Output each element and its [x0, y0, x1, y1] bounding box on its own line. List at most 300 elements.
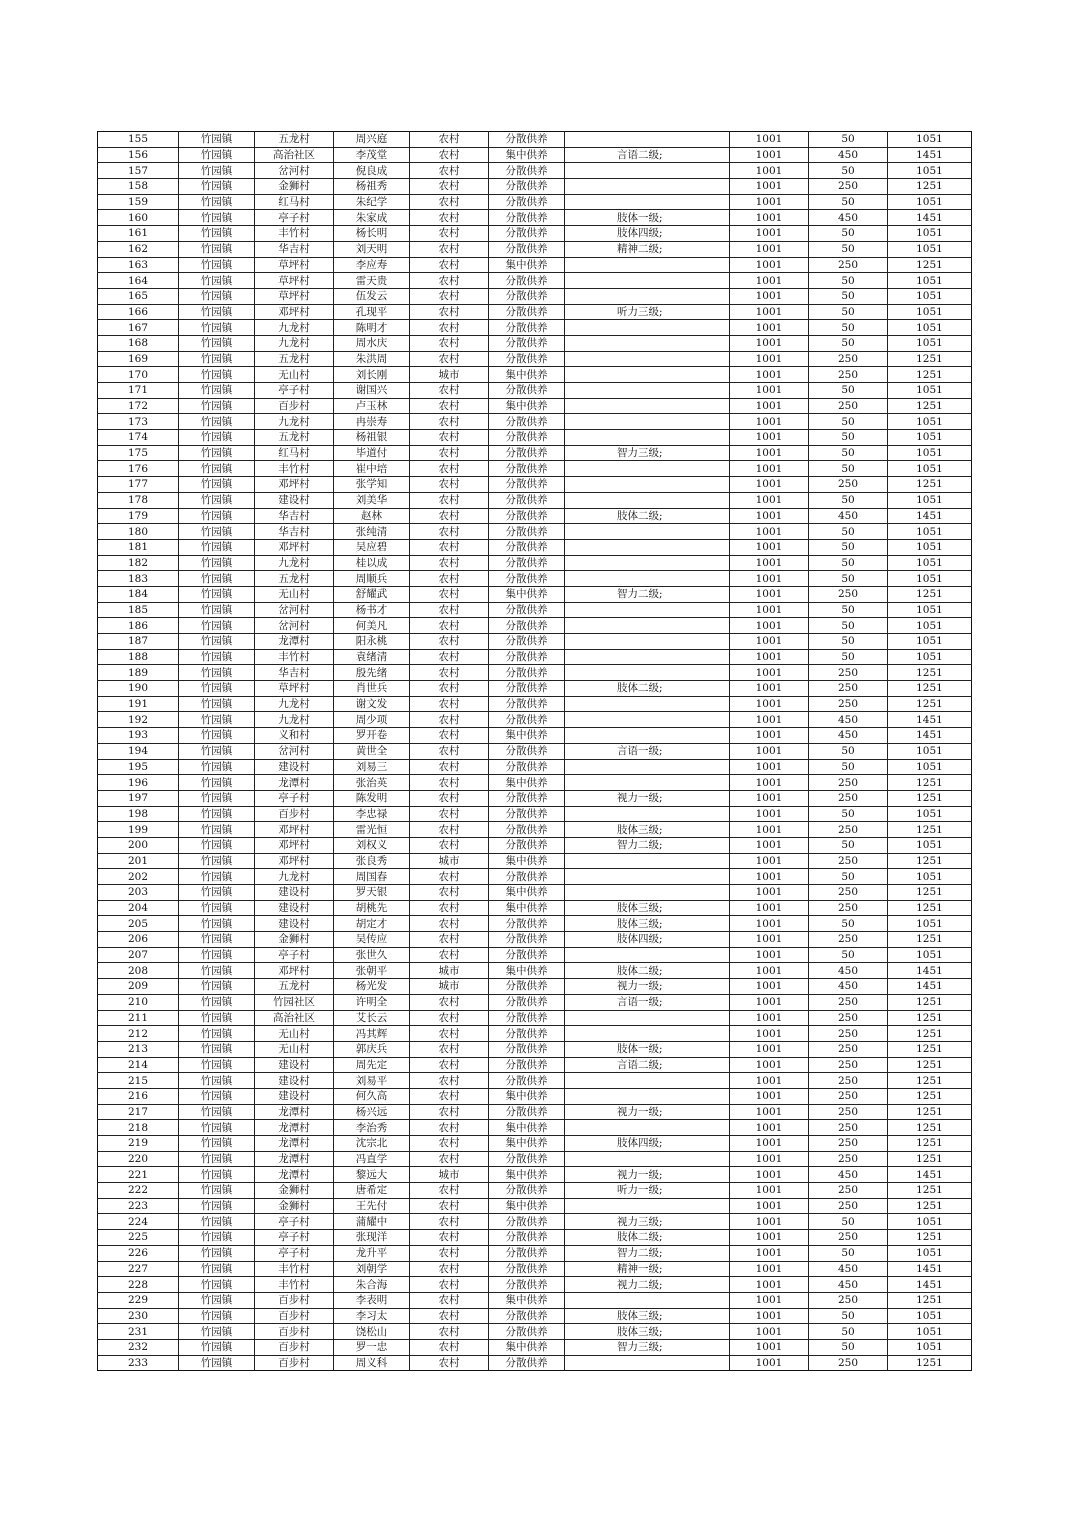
base-amount-cell: 1001: [730, 539, 809, 555]
table-row: [98, 257, 972, 273]
base-amount-cell: 1001: [730, 1261, 809, 1277]
row-number-cell: 167: [98, 320, 179, 336]
base-amount-cell: 1001: [730, 147, 809, 163]
extra-amount-cell: 50: [809, 335, 888, 351]
row-number-cell: 201: [98, 853, 179, 869]
name-cell: 周顺兵: [334, 571, 410, 587]
support-type-cell: 分散供养: [489, 1261, 565, 1277]
disability-note-cell: [565, 869, 730, 885]
base-amount-cell: 1001: [730, 257, 809, 273]
support-type-cell: 分散供养: [489, 226, 565, 242]
town-cell: 竹园镇: [179, 775, 255, 791]
extra-amount-cell: 50: [809, 273, 888, 289]
row-number-cell: 231: [98, 1324, 179, 1340]
area-type-cell: 农村: [410, 304, 489, 320]
name-cell: 李治秀: [334, 1120, 410, 1136]
support-type-cell: 分散供养: [489, 179, 565, 195]
disability-note-cell: 视力一级;: [565, 1167, 730, 1183]
extra-amount-cell: 50: [809, 132, 888, 148]
extra-amount-cell: 50: [809, 649, 888, 665]
row-number-cell: 196: [98, 775, 179, 791]
area-type-cell: 农村: [410, 1324, 489, 1340]
town-cell: 竹园镇: [179, 1230, 255, 1246]
base-amount-cell: 1001: [730, 1277, 809, 1293]
disability-note-cell: [565, 885, 730, 901]
support-type-cell: 集中供养: [489, 885, 565, 901]
total-amount-cell: 1451: [888, 979, 972, 995]
row-number-cell: 173: [98, 414, 179, 430]
village-cell: 龙潭村: [255, 1120, 334, 1136]
town-cell: 竹园镇: [179, 1277, 255, 1293]
support-type-cell: 分散供养: [489, 1183, 565, 1199]
town-cell: 竹园镇: [179, 210, 255, 226]
name-cell: 毕道付: [334, 445, 410, 461]
support-type-cell: 分散供养: [489, 1010, 565, 1026]
total-amount-cell: 1251: [888, 586, 972, 602]
name-cell: 王先付: [334, 1198, 410, 1214]
name-cell: 李茂堂: [334, 147, 410, 163]
table-row: [98, 963, 972, 979]
total-amount-cell: 1051: [888, 947, 972, 963]
base-amount-cell: 1001: [730, 806, 809, 822]
name-cell: 朱合海: [334, 1277, 410, 1293]
total-amount-cell: 1051: [888, 132, 972, 148]
name-cell: 雷光恒: [334, 822, 410, 838]
town-cell: 竹园镇: [179, 288, 255, 304]
extra-amount-cell: 250: [809, 477, 888, 493]
table-row: [98, 728, 972, 744]
base-amount-cell: 1001: [730, 1292, 809, 1308]
area-type-cell: 农村: [410, 430, 489, 446]
area-type-cell: 农村: [410, 492, 489, 508]
row-number-cell: 209: [98, 979, 179, 995]
row-number-cell: 164: [98, 273, 179, 289]
town-cell: 竹园镇: [179, 963, 255, 979]
total-amount-cell: 1251: [888, 885, 972, 901]
base-amount-cell: 1001: [730, 555, 809, 571]
area-type-cell: 农村: [410, 163, 489, 179]
extra-amount-cell: 250: [809, 1041, 888, 1057]
total-amount-cell: 1051: [888, 461, 972, 477]
base-amount-cell: 1001: [730, 1245, 809, 1261]
base-amount-cell: 1001: [730, 1198, 809, 1214]
area-type-cell: 农村: [410, 1120, 489, 1136]
extra-amount-cell: 250: [809, 853, 888, 869]
area-type-cell: 农村: [410, 1088, 489, 1104]
town-cell: 竹园镇: [179, 194, 255, 210]
village-cell: 草坪村: [255, 288, 334, 304]
support-type-cell: 集中供养: [489, 1339, 565, 1355]
name-cell: 唐希定: [334, 1183, 410, 1199]
disability-note-cell: 言语二级;: [565, 1057, 730, 1073]
town-cell: 竹园镇: [179, 508, 255, 524]
disability-note-cell: [565, 367, 730, 383]
support-type-cell: 集中供养: [489, 1167, 565, 1183]
row-number-cell: 192: [98, 712, 179, 728]
row-number-cell: 228: [98, 1277, 179, 1293]
village-cell: 建设村: [255, 1088, 334, 1104]
table-row: [98, 1245, 972, 1261]
total-amount-cell: 1051: [888, 743, 972, 759]
town-cell: 竹园镇: [179, 1355, 255, 1371]
town-cell: 竹园镇: [179, 885, 255, 901]
base-amount-cell: 1001: [730, 1104, 809, 1120]
row-number-cell: 179: [98, 508, 179, 524]
village-cell: 丰竹村: [255, 1261, 334, 1277]
name-cell: 谢文发: [334, 696, 410, 712]
area-type-cell: 农村: [410, 1073, 489, 1089]
support-type-cell: 集中供养: [489, 900, 565, 916]
village-cell: 草坪村: [255, 273, 334, 289]
village-cell: 建设村: [255, 1057, 334, 1073]
disability-note-cell: [565, 1088, 730, 1104]
town-cell: 竹园镇: [179, 163, 255, 179]
support-type-cell: 分散供养: [489, 1104, 565, 1120]
extra-amount-cell: 250: [809, 1292, 888, 1308]
area-type-cell: 农村: [410, 837, 489, 853]
extra-amount-cell: 250: [809, 790, 888, 806]
total-amount-cell: 1051: [888, 806, 972, 822]
area-type-cell: 城市: [410, 963, 489, 979]
extra-amount-cell: 50: [809, 492, 888, 508]
row-number-cell: 161: [98, 226, 179, 242]
area-type-cell: 农村: [410, 320, 489, 336]
extra-amount-cell: 450: [809, 712, 888, 728]
extra-amount-cell: 250: [809, 398, 888, 414]
town-cell: 竹园镇: [179, 790, 255, 806]
table-row: [98, 132, 972, 148]
village-cell: 草坪村: [255, 681, 334, 697]
extra-amount-cell: 50: [809, 634, 888, 650]
table-row: [98, 1026, 972, 1042]
disability-note-cell: 智力二级;: [565, 1245, 730, 1261]
town-cell: 竹园镇: [179, 1041, 255, 1057]
name-cell: 刘美华: [334, 492, 410, 508]
disability-note-cell: [565, 696, 730, 712]
name-cell: 吴应碧: [334, 539, 410, 555]
area-type-cell: 农村: [410, 1136, 489, 1152]
town-cell: 竹园镇: [179, 1104, 255, 1120]
town-cell: 竹园镇: [179, 430, 255, 446]
table-row: [98, 210, 972, 226]
disability-note-cell: 智力三级;: [565, 1339, 730, 1355]
town-cell: 竹园镇: [179, 1339, 255, 1355]
row-number-cell: 189: [98, 665, 179, 681]
support-type-cell: 分散供养: [489, 1057, 565, 1073]
base-amount-cell: 1001: [730, 132, 809, 148]
total-amount-cell: 1051: [888, 524, 972, 540]
extra-amount-cell: 250: [809, 775, 888, 791]
disability-note-cell: 视力三级;: [565, 1214, 730, 1230]
extra-amount-cell: 450: [809, 147, 888, 163]
village-cell: 邓坪村: [255, 477, 334, 493]
row-number-cell: 159: [98, 194, 179, 210]
area-type-cell: 农村: [410, 1277, 489, 1293]
extra-amount-cell: 450: [809, 728, 888, 744]
area-type-cell: 农村: [410, 132, 489, 148]
area-type-cell: 农村: [410, 916, 489, 932]
base-amount-cell: 1001: [730, 743, 809, 759]
table-row: [98, 273, 972, 289]
support-type-cell: 分散供养: [489, 979, 565, 995]
area-type-cell: 城市: [410, 367, 489, 383]
name-cell: 朱洪周: [334, 351, 410, 367]
town-cell: 竹园镇: [179, 618, 255, 634]
total-amount-cell: 1251: [888, 367, 972, 383]
row-number-cell: 230: [98, 1308, 179, 1324]
support-type-cell: 分散供养: [489, 430, 565, 446]
town-cell: 竹园镇: [179, 383, 255, 399]
area-type-cell: 农村: [410, 273, 489, 289]
disability-note-cell: 听力一级;: [565, 1183, 730, 1199]
support-type-cell: 分散供养: [489, 320, 565, 336]
base-amount-cell: 1001: [730, 853, 809, 869]
extra-amount-cell: 50: [809, 320, 888, 336]
village-cell: 华吉村: [255, 241, 334, 257]
extra-amount-cell: 450: [809, 979, 888, 995]
total-amount-cell: 1051: [888, 226, 972, 242]
area-type-cell: 农村: [410, 712, 489, 728]
village-cell: 华吉村: [255, 665, 334, 681]
village-cell: 岔河村: [255, 743, 334, 759]
support-type-cell: 分散供养: [489, 383, 565, 399]
extra-amount-cell: 250: [809, 885, 888, 901]
total-amount-cell: 1251: [888, 681, 972, 697]
town-cell: 竹园镇: [179, 1088, 255, 1104]
disability-note-cell: [565, 132, 730, 148]
village-cell: 岔河村: [255, 602, 334, 618]
town-cell: 竹园镇: [179, 555, 255, 571]
disability-note-cell: [565, 602, 730, 618]
name-cell: 雷天贵: [334, 273, 410, 289]
total-amount-cell: 1051: [888, 837, 972, 853]
area-type-cell: 农村: [410, 508, 489, 524]
disability-note-cell: 视力一级;: [565, 979, 730, 995]
row-number-cell: 221: [98, 1167, 179, 1183]
row-number-cell: 222: [98, 1183, 179, 1199]
name-cell: 周国春: [334, 869, 410, 885]
total-amount-cell: 1451: [888, 1167, 972, 1183]
support-type-cell: 分散供养: [489, 445, 565, 461]
table-row: [98, 1339, 972, 1355]
extra-amount-cell: 250: [809, 257, 888, 273]
disability-note-cell: 视力二级;: [565, 1277, 730, 1293]
name-cell: 何美凡: [334, 618, 410, 634]
total-amount-cell: 1451: [888, 712, 972, 728]
base-amount-cell: 1001: [730, 383, 809, 399]
area-type-cell: 城市: [410, 1167, 489, 1183]
base-amount-cell: 1001: [730, 759, 809, 775]
table-row: [98, 1292, 972, 1308]
area-type-cell: 农村: [410, 822, 489, 838]
support-type-cell: 分散供养: [489, 1308, 565, 1324]
total-amount-cell: 1051: [888, 273, 972, 289]
base-amount-cell: 1001: [730, 869, 809, 885]
total-amount-cell: 1051: [888, 649, 972, 665]
name-cell: 张现洋: [334, 1230, 410, 1246]
town-cell: 竹园镇: [179, 947, 255, 963]
village-cell: 九龙村: [255, 320, 334, 336]
name-cell: 罗一忠: [334, 1339, 410, 1355]
town-cell: 竹园镇: [179, 1120, 255, 1136]
support-type-cell: 分散供养: [489, 539, 565, 555]
town-cell: 竹园镇: [179, 665, 255, 681]
total-amount-cell: 1251: [888, 1292, 972, 1308]
base-amount-cell: 1001: [730, 1026, 809, 1042]
total-amount-cell: 1051: [888, 1245, 972, 1261]
base-amount-cell: 1001: [730, 273, 809, 289]
area-type-cell: 农村: [410, 571, 489, 587]
total-amount-cell: 1051: [888, 555, 972, 571]
name-cell: 何久高: [334, 1088, 410, 1104]
total-amount-cell: 1451: [888, 1261, 972, 1277]
disability-note-cell: [565, 947, 730, 963]
disability-note-cell: 精神一级;: [565, 1261, 730, 1277]
total-amount-cell: 1451: [888, 1277, 972, 1293]
extra-amount-cell: 250: [809, 1151, 888, 1167]
village-cell: 建设村: [255, 885, 334, 901]
row-number-cell: 183: [98, 571, 179, 587]
table-row: [98, 649, 972, 665]
base-amount-cell: 1001: [730, 492, 809, 508]
row-number-cell: 204: [98, 900, 179, 916]
disability-note-cell: [565, 634, 730, 650]
table-row: [98, 586, 972, 602]
extra-amount-cell: 250: [809, 179, 888, 195]
table-row: [98, 1120, 972, 1136]
support-type-cell: 集中供养: [489, 1120, 565, 1136]
row-number-cell: 229: [98, 1292, 179, 1308]
town-cell: 竹园镇: [179, 132, 255, 148]
extra-amount-cell: 50: [809, 759, 888, 775]
village-cell: 华吉村: [255, 508, 334, 524]
support-type-cell: 集中供养: [489, 728, 565, 744]
base-amount-cell: 1001: [730, 1355, 809, 1371]
disability-note-cell: 肢体三级;: [565, 900, 730, 916]
village-cell: 九龙村: [255, 712, 334, 728]
base-amount-cell: 1001: [730, 508, 809, 524]
total-amount-cell: 1251: [888, 1088, 972, 1104]
name-cell: 蒲耀中: [334, 1214, 410, 1230]
extra-amount-cell: 50: [809, 571, 888, 587]
name-cell: 刘易三: [334, 759, 410, 775]
total-amount-cell: 1251: [888, 1230, 972, 1246]
table-row: [98, 853, 972, 869]
town-cell: 竹园镇: [179, 1026, 255, 1042]
town-cell: 竹园镇: [179, 602, 255, 618]
table-row: [98, 932, 972, 948]
total-amount-cell: 1051: [888, 1339, 972, 1355]
support-type-cell: 集中供养: [489, 367, 565, 383]
village-cell: 龙潭村: [255, 634, 334, 650]
village-cell: 高治社区: [255, 1010, 334, 1026]
village-cell: 金狮村: [255, 1183, 334, 1199]
extra-amount-cell: 250: [809, 1120, 888, 1136]
table-row: [98, 367, 972, 383]
area-type-cell: 农村: [410, 1151, 489, 1167]
support-type-cell: 分散供养: [489, 1214, 565, 1230]
name-cell: 沈宗北: [334, 1136, 410, 1152]
extra-amount-cell: 50: [809, 1245, 888, 1261]
disability-note-cell: [565, 806, 730, 822]
disability-note-cell: [565, 257, 730, 273]
disability-note-cell: [565, 288, 730, 304]
support-type-cell: 集中供养: [489, 1292, 565, 1308]
table-row: [98, 1136, 972, 1152]
disability-note-cell: [565, 853, 730, 869]
table-row: [98, 900, 972, 916]
total-amount-cell: 1251: [888, 1057, 972, 1073]
row-number-cell: 174: [98, 430, 179, 446]
disability-note-cell: 肢体三级;: [565, 1308, 730, 1324]
total-amount-cell: 1251: [888, 1198, 972, 1214]
table-row: [98, 618, 972, 634]
village-cell: 岔河村: [255, 618, 334, 634]
support-type-cell: 分散供养: [489, 1277, 565, 1293]
row-number-cell: 205: [98, 916, 179, 932]
extra-amount-cell: 250: [809, 1104, 888, 1120]
table-row: [98, 492, 972, 508]
area-type-cell: 农村: [410, 1057, 489, 1073]
base-amount-cell: 1001: [730, 1230, 809, 1246]
name-cell: 周水庆: [334, 335, 410, 351]
disability-note-cell: 听力三级;: [565, 304, 730, 320]
row-number-cell: 178: [98, 492, 179, 508]
row-number-cell: 157: [98, 163, 179, 179]
name-cell: 刘朝学: [334, 1261, 410, 1277]
table-row: [98, 194, 972, 210]
extra-amount-cell: 250: [809, 367, 888, 383]
name-cell: 张纯清: [334, 524, 410, 540]
village-cell: 百步村: [255, 1324, 334, 1340]
row-number-cell: 191: [98, 696, 179, 712]
town-cell: 竹园镇: [179, 1183, 255, 1199]
support-type-cell: 分散供养: [489, 508, 565, 524]
disability-note-cell: [565, 1073, 730, 1089]
disability-note-cell: [565, 524, 730, 540]
name-cell: 杨兴远: [334, 1104, 410, 1120]
village-cell: 邓坪村: [255, 963, 334, 979]
town-cell: 竹园镇: [179, 869, 255, 885]
base-amount-cell: 1001: [730, 1120, 809, 1136]
area-type-cell: 农村: [410, 649, 489, 665]
row-number-cell: 188: [98, 649, 179, 665]
base-amount-cell: 1001: [730, 979, 809, 995]
village-cell: 金狮村: [255, 932, 334, 948]
disability-note-cell: [565, 618, 730, 634]
row-number-cell: 180: [98, 524, 179, 540]
disability-note-cell: 肢体二级;: [565, 1230, 730, 1246]
village-cell: 无山村: [255, 586, 334, 602]
area-type-cell: 农村: [410, 1010, 489, 1026]
base-amount-cell: 1001: [730, 681, 809, 697]
support-type-cell: 分散供养: [489, 194, 565, 210]
name-cell: 张治英: [334, 775, 410, 791]
table-row: [98, 241, 972, 257]
support-type-cell: 分散供养: [489, 304, 565, 320]
disability-note-cell: [565, 1026, 730, 1042]
table-row: [98, 163, 972, 179]
name-cell: 李习太: [334, 1308, 410, 1324]
disability-note-cell: [565, 1292, 730, 1308]
area-type-cell: 农村: [410, 288, 489, 304]
table-row: [98, 414, 972, 430]
row-number-cell: 181: [98, 539, 179, 555]
row-number-cell: 155: [98, 132, 179, 148]
extra-amount-cell: 50: [809, 1308, 888, 1324]
support-type-cell: 集中供养: [489, 1198, 565, 1214]
total-amount-cell: 1051: [888, 445, 972, 461]
